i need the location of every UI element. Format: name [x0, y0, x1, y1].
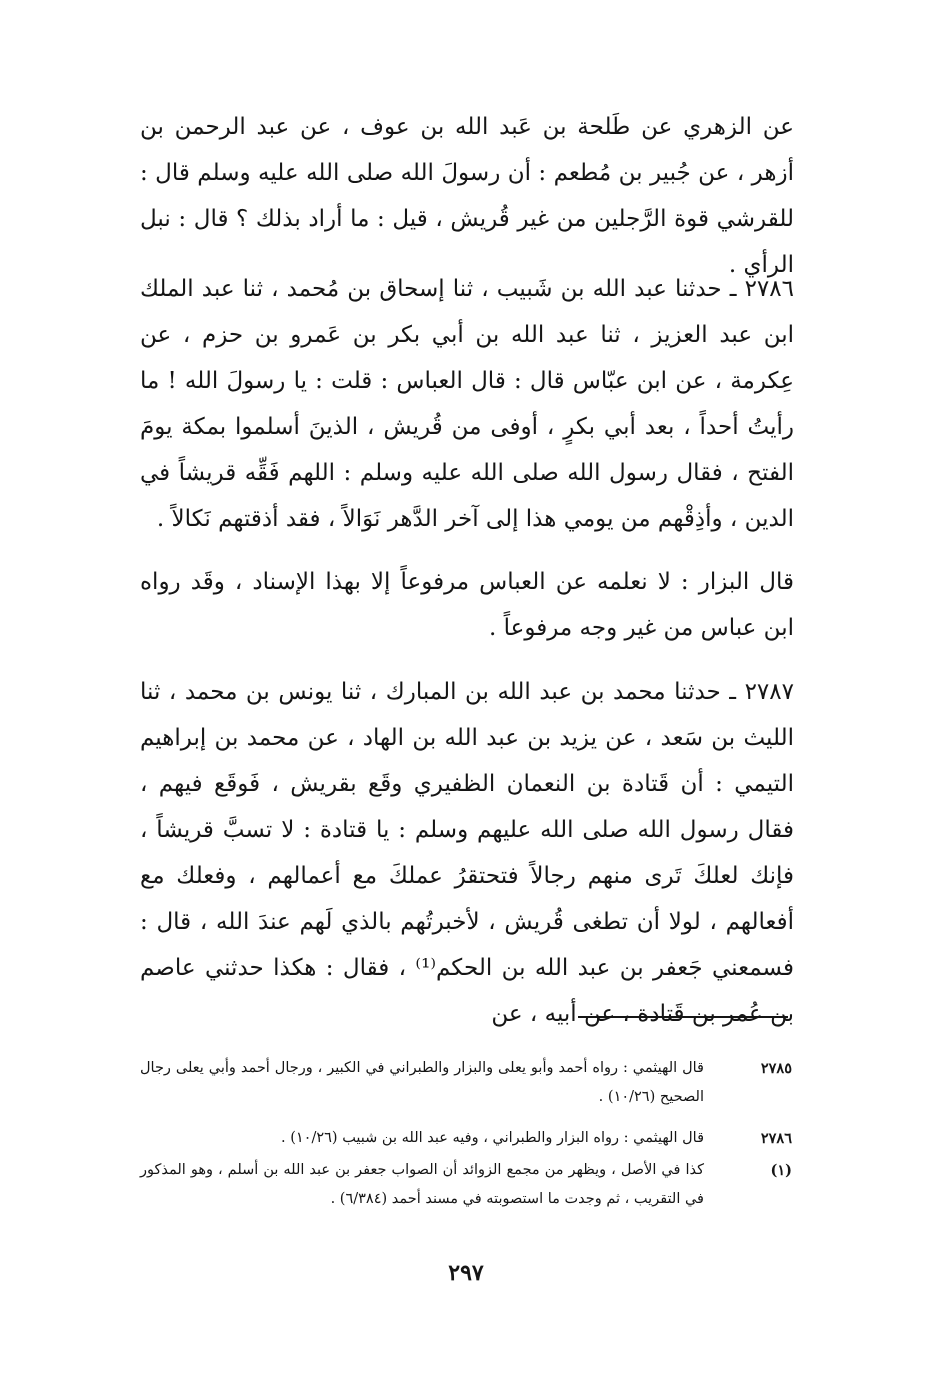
- footnote-number: ٢٧٨٥: [760, 1060, 792, 1077]
- paragraph-bazzar-note: قال البزار : لا نعلمه عن العباس مرفوعاً إلا بهذا الإسناد ، وقَد رواه ابن عباس من غير وجه مرفوعاً .: [140, 569, 794, 641]
- footnote-number: (١): [770, 1162, 792, 1179]
- footnote-1: [140, 1156, 792, 1214]
- footnote-number: ٢٧٨٦: [760, 1130, 792, 1147]
- footnote-separator: [578, 1016, 788, 1018]
- paragraph-hadith-2786: ٢٧٨٦ ـ حدثنا عبد الله بن شَبيب ، ثنا إسحاق بن مُحمد ، ثنا عبد الملك ابن عبد العزيز ، ثنا عبد الله بن أبي بكر بن عَمرو بن حزم ، عن عِكرمة ، عن ابن عبّاس قال : قال العباس : قلت : يا رسولَ الله ! ما رأيتُ أحداً ، بعد أبي بكرٍ ، أوفى من قُريش ، الذينَ أسلموا بمكة يومَ الفتح ، فقال رسول الله صلى الله عليه وسلم : اللهم فَقِّه قريشاً في الدين ، وأذِقْهم من يومي هذا إلى آخر الدَّهر نَوَالاً ، فقد أذقتهم نَكالاً .: [140, 276, 794, 532]
- footnote-text: قال الهيثمي : رواه أحمد وأبو يعلى والبزار والطبراني في الكبير ، ورجال أحمد وأبي يعلى رجال الصحيح (١٠/٢٦) .: [140, 1060, 704, 1105]
- page-number: ٢٩٧: [448, 1260, 484, 1286]
- footnote-text: قال الهيثمي : رواه البزار والطبراني ، وفيه عبد الله بن شبيب (١٠/٢٦) .: [280, 1130, 704, 1146]
- footnote-2786: [140, 1124, 792, 1153]
- paragraph-hadith-2787: ٢٧٨٧ ـ حدثنا محمد بن عبد الله بن المبارك ، ثنا يونس بن محمد ، ثنا الليث بن سَعد ، عن يزيد بن عبد الله بن الهاد ، عن محمد بن إبراهيم التيمي : أن قَتادة بن النعمان الظفيري وقَع بقريش ، فَوقَع فيهم ، فقال رسول الله صلى الله عليهم وسلم : يا قتادة : لا تسبَّ قريشاً ، فإنك لعلكَ تَرى منهم رجالاً فتحتقرُ عملكَ مع أعمالهم ، وفعلك مع أفعالهم ، لولا أن تطغى قُريش ، لأخبرتُهم بالذي لَهم عندَ الله ، قال : فسمعني جَعفر بن عبد الله بن الحكم⁽¹⁾ ، فقال : هكذا حدثني عاصم بن عُمر بن قَتادة ، عن أبيه ، عن: [140, 679, 795, 1027]
- paragraph-intro: عن الزهري عن طَلحة بن عَبد الله بن عوف ، عن عبد الرحمن بن أزهر ، عن جُبير بن مُطعم : أن رسولَ الله صلى الله عليه وسلم قال : للقرشي قوة الرَّجلين من غير قُريش ، قيل : ما أراد بذلك ؟ قال : نبل الرأي .: [140, 114, 794, 278]
- footnote-2785: [140, 1054, 792, 1112]
- footnote-text: كذا في الأصل ، ويظهر من مجمع الزوائد أن الصواب جعفر بن عبد الله بن أسلم ، وهو المذكور في التقريب ، ثم وجدت ما استصوبته في مسند أحمد (٦/٣٨٤) .: [140, 1162, 704, 1207]
